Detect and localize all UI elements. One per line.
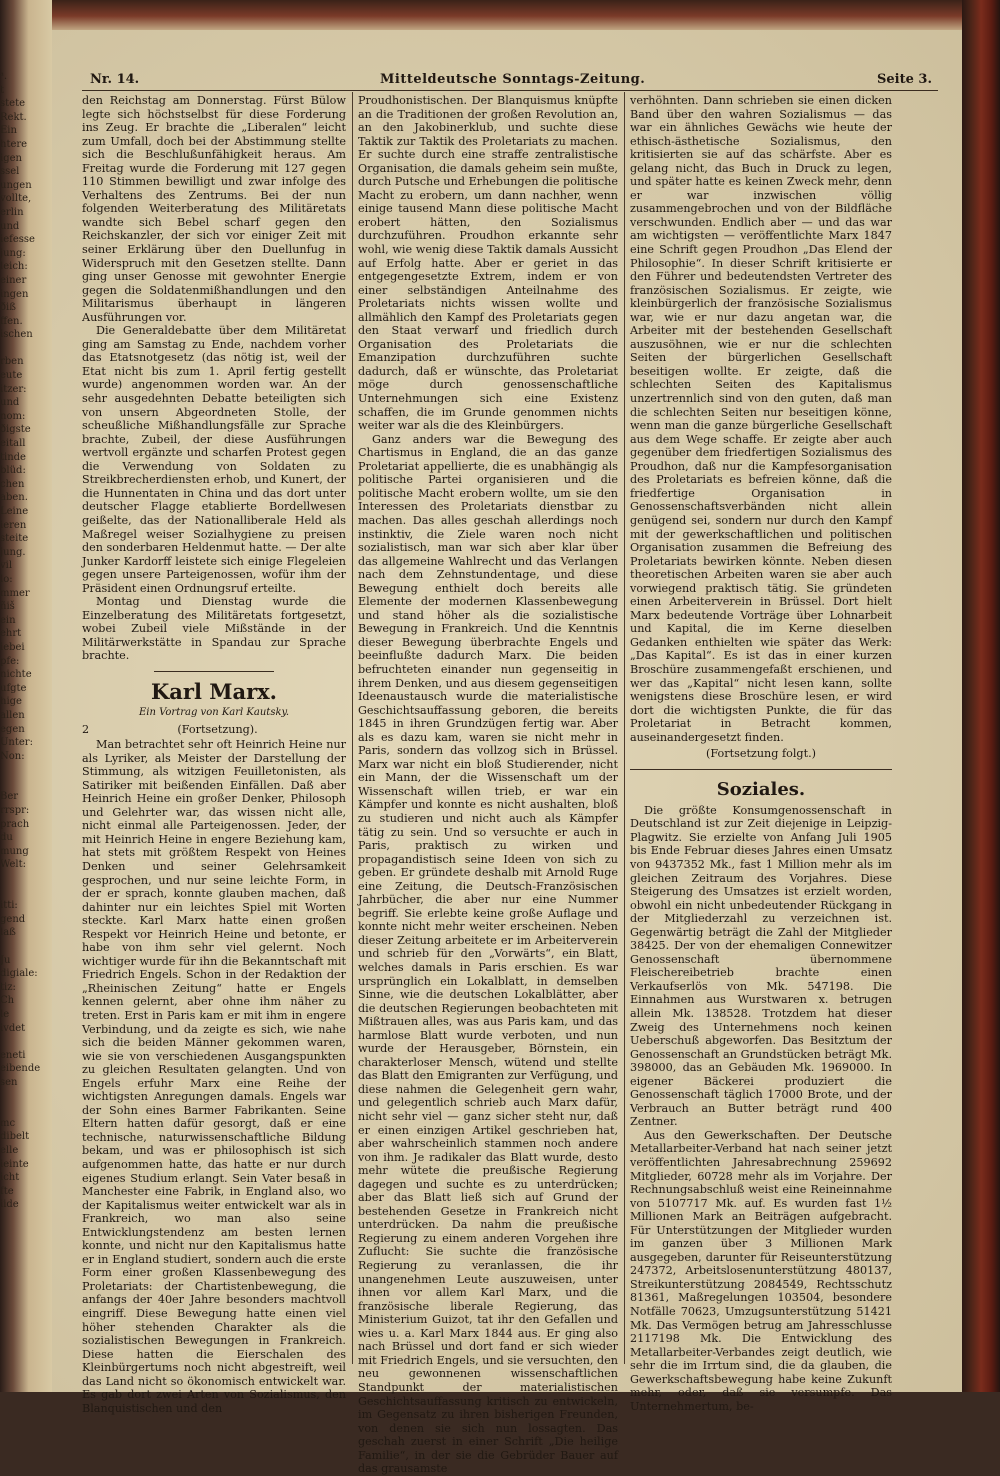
facing-page-fragment: ingen (0, 288, 29, 300)
facing-page-fragment: leich: (0, 261, 28, 273)
facing-page-fragment: Unter: (0, 737, 33, 749)
facing-page-fragment: Ju (0, 954, 11, 966)
column-rule-1 (352, 92, 353, 1364)
article-paragraph: Man betrachtet sehr oft Heinrich Heine nur als Lyriker, als Meister der Darstellung der Stimmung, als witzigen Feuilletonisten, als Satiriker mit beißenden Einfällen. Daß aber Heinrich Heine ein großer Denker, Philosoph und Gelehrter war, das wissen nicht alle, nicht einmal alle Parteigenossen. Jeder, der mit Heinrich Heine in engere Beziehung kam, hat stets mit größtem Respekt von Heines Denken und seiner Gelehrsamkeit gesprochen, und nur seine leichte Form, in der er sprach, konnte glauben machen, daß dahinter nur ein leichtes Spiel mit Worten steckte. Karl Marx hatte einen großen Respekt vor Heinrich Heine und betonte, er habe von ihm sehr viel gelernt. Noch wichtiger wurde für ihn die Bekanntschaft mit Friedrich Engels. Schon in der Redaktion der „Rheinischen Zeitung“ hatte er Engels kennen gelernt, aber ohne ihm näher zu treten. Erst in Paris kam er mit ihm in engere Verbindung, und da zeigte es sich, wie nahe sich die beiden Männer gekommen waren, wie sie von verschiedenen Ausgangspunkten zu gleichen Resultaten gelangten. Und von Engels erfuhr Marx eine Reihe der wichtigsten Anregungen damals. Engels war der Sohn eines Barmer Fabrikanten. Seine Eltern hatten dafür gesorgt, daß er eine technische, naturwissenschaftliche Bildung bekam, und was er philosophisch ist sich aufgenommen hatte, das hatte er nur durch eigenes Studium erlangt. Sein Vater besaß in Manchester eine Fabrik, in England also, wo der Kapitalismus weiter entwickelt war als in Frankreich, wo man also seine Entwicklungstendenz am besten lernen konnte, und nicht nur den Kapitalismus hatte er in England studiert, sondern auch die erste Form einer großen Klassenbewegung des Proletariats: der Chartistenbewegung, die anfangs der 40er Jahre besonders machtvoll eingriff. Diese Bewegung hatte einen viel höher stehenden Charakter als die sozialistischen Bewegungen in Frankreich. Diese hatten die Eierschalen des Kleinbürgertums noch nicht abgestreift, weil das Land nicht so ökonomisch entwickelt war. Es gab dort zwei Arten von Sozialismus, den Blanquistischen und den (82, 738, 346, 1415)
col3-paragraph: verhöhnten. Dann schrieben sie einen dicken Band über den wahren Sozialismus — das war ein ähnliches Gewächs wie heute der ethisch-ästhetische Sozialismus, den kritisierten sie auf das schärfste. Aber es gelang nicht, das Buch in Druck zu legen, und später hatte es keinen Zweck mehr, denn er war inzwischen völlig zusammengebrochen und von der Bildfläche verschwunden. Endlich aber — und das war am wichtigsten — veröffentlichte Marx 1847 eine Schrift gegen Proudhon „Das Elend der Philosophie“. In dieser Schrift kritisierte er den Führer und bedeutendsten Vertreter des französischen Sozialismus. Er zeigte, wie kleinbürgerlich der französische Sozialismus war, wie er nur dazu angetan war, die Arbeiter mit der bestehenden Gesellschaft auszusöhnen, wie er nur die schlechten Seiten der bürgerlichen Gesellschaft beseitigen wollte. Er zeigte, daß die schlechten Seiten des Kapitalismus unzertrennlich sind von den guten, daß man die schlechten Seiten nur beseitigen könne, wenn man die ganze bürgerliche Gesellschaft aus dem Wege schaffe. Er zeigte aber auch gegenüber dem friedfertigen Sozialismus des Proudhon, daß nur die Kampfesorganisation des Proletariats es befreien könne, daß die friedfertige Organisation in Genossenschaftsverbänden nicht allein genügend sei, sondern nur durch den Kampf mit der gewerkschaftlichen und politischen Organisation zusammen die Befreiung des Proletariats bewirken könnte. Neben diesen theoretischen Arbeiten waren sie aber auch vorwiegend praktisch tätig. Sie gründeten einen Arbeiterverein in Brüssel. Dort hielt Marx bedeutende Vorträge über Lohnarbeit und Kapital, die im Kerne dieselben Gedanken enthielten wie später das Werk: „Das Kapital“. Es ist das in einer kurzen Broschüre zusammengefaßt erschienen, und wer das „Kapital“ nicht lesen kann, sollte wenigstens diese Broschüre lesen, er wird dort die wichtigsten Punkte, die für das Proletariat in Betracht kommen, auseinandergesetzt finden. (630, 94, 892, 744)
column-1 (82, 94, 346, 1415)
facing-page-fragment: allen (0, 709, 25, 721)
facing-page-fragment: igen (0, 152, 22, 164)
section-title: Soziales. (716, 778, 806, 800)
facing-page-fragment (0, 342, 48, 356)
continued-note: (Fortsetzung folgt.) (705, 747, 816, 761)
facing-page-fragment: erlin (0, 206, 24, 218)
page-header (80, 72, 942, 92)
facing-page-fragment: Ch (0, 995, 15, 1007)
facing-page-fragment: chen (0, 478, 25, 490)
facing-page-fragment: Ein (0, 125, 17, 137)
column-rule-2 (624, 92, 625, 1364)
facing-page-fragment: und (0, 397, 20, 409)
facing-page-fragment: nom: (0, 410, 26, 422)
facing-page-fragment: ein (0, 614, 16, 626)
facing-page-fragment: icht (0, 1172, 20, 1184)
facing-page-fragment: einer (0, 274, 27, 286)
facing-page-fragment: laß (0, 927, 16, 939)
continued-note: (Fortsetzung). (177, 722, 258, 736)
facing-page-fragment: fte (0, 1185, 14, 1197)
facing-page-fragment: le (0, 1008, 10, 1020)
col1-paragraph: den Reichstag am Donnerstag. Fürst Bülow legte sich höchstselbst für diese Forderung ins Zeug. Er brachte die „Liberalen“ leicht zum Umfall, doch bei der Abstimmung stellte sich die Beschlußunfähigkeit heraus. Am Freitag wurde die Forderung mit 127 gegen 110 Stimmen bewilligt und zwar infolge des Verhaltens des Zentrums. Bei der nun folgenden Weiterberatung des Militäretats wandte sich Bebel scharf gegen den Reichskanzler, der sich vor einiger Zeit mit seiner Erklärung über den Duellunfug in Widerspruch mit den Gesetzen stellte. Dann ging unser Genosse mit gewohnter Energie gegen die Soldatenmißhandlungen und den Militarismus überhaupt in längeren Ausführungen vor. (82, 94, 346, 324)
newspaper-title: Mitteldeutsche Sonntags-Zeitung. (380, 72, 646, 87)
facing-page-fragment: iefesse (0, 234, 35, 246)
facing-page-fragment: Ber (0, 791, 19, 803)
facing-page-fragment: ieinte (0, 1158, 29, 1170)
facing-page-fragment: prach (0, 818, 30, 830)
facing-page-fragment: ivdet (0, 1022, 26, 1034)
facing-page-fragment: lo: (0, 573, 13, 585)
facing-page-fragment: sen (0, 1076, 18, 1088)
column-3 (630, 94, 892, 1413)
facing-page-fragment: blüd: (0, 465, 26, 477)
article-continuation-row (82, 723, 346, 737)
facing-page-fragment: tiz: (0, 981, 16, 993)
facing-page-fragment: jung: (0, 247, 26, 259)
facing-page-fragment (0, 1035, 48, 1049)
section-divider (630, 769, 892, 770)
facing-page-fragment: ungen (0, 179, 32, 191)
facing-page-fragment: ischen (0, 329, 33, 341)
part-number: 2 (82, 722, 90, 736)
facing-page-fragment: rrspr: (0, 805, 30, 817)
facing-page-fragment: Leine (0, 506, 29, 517)
facing-page-fragment: ssel (0, 166, 20, 178)
facing-page-fragment: Non: (0, 750, 25, 762)
facing-page-fragment: Rekt. (0, 111, 27, 123)
facing-page-fragment: dibelt (0, 1131, 30, 1143)
col2-paragraph: Ganz anders war die Bewegung des Chartismus in England, die an das ganze Proletariat appellierte, die es unabhängig als politische Partei organisieren und die politische Macht erobern wollte, um sie den Interessen des Proletariats dienstbar zu machen. Das alles geschah allerdings noch instinktiv, die Ziele waren noch nicht sozialistisch, man war sich aber klar über das allgemeine Wahlrecht und das Verlangen nach dem Zehnstundentage, und diese Bewegung enthielt doch bereits alle Elemente der modernen Klassenbewegung und stand höher als die sozialistische Bewegung in Frankreich. Und die Kenntnis dieser Bewegung überbrachte Engels und beeinflußte dadurch Marx. Die beiden befruchteten einander nun gegenseitig in ihrem Denken, und aus diesem gegenseitigen Ideenaustausch wurde die materialistische Geschichtsauffassung geboren, die bereits 1845 in ihren Grundzügen fertig war. Aber als es dazu kam, waren sie nicht mehr in Paris, sondern das vollzog sich in Brüssel. Marx war nicht ein bloß Studierender, nicht ein Mann, der die Wissenschaft um der Wissenschaft willen trieb, er war ein Kämpfer und konnte es nicht aushalten, bloß zu studieren und nicht auch als Kämpfer tätig zu sein. Und so versuchte er auch in Paris, praktisch zu wirken und propagandistisch seine Ideen von sich zu geben. Er gründete deshalb mit Arnold Ruge eine Zeitung, die Deutsch-Französischen Jahrbücher, die aber nur eine Nummer begriff. Sie erlebte keine große Auflage und konnte nicht mehr weiter erscheinen. Neben dieser Zeitung arbeitete er im Arbeiterverein und schrieb für den „Vorwärts“, ein Blatt, welches damals in Paris erschien. Es war ursprünglich ein Lokalblatt, in demselben Sinne, wie die deutschen Lokalblätter, aber die deutschen Regierungen beobachteten mit Mißtrauen alles, was aus Paris kam, und das harmlose Blatt wurde verboten, und nun wurde der Herausgeber, Börnstein, ein charakterloser Mensch, wütend und stellte das Blatt den Emigranten zur Verfügung, und diese nahmen die Gelegenheit gern wahr, und gelegentlich schrieb auch Marx dafür, nicht sehr viel — ganz sicher steht nur, daß er einen einzigen Artikel geschrieben hat, aber wahrscheinlich stammen noch andere von ihm. Je radikaler das Blatt wurde, desto mehr wütete die preußische Regierung dagegen und suchte es zu unterdrücken; aber das Blatt ließ sich auf Grund der bestehenden Gesetze in Frankreich nicht unterdrücken. Da nahm die preußische Regierung zu einem anderen Vorgehen ihre Zuflucht: Sie suchte die französische Regierung zu veranlassen, die ihr unangenehmen Leute auszuweisen, unter ihnen vor allem Karl Marx, und die französische liberale Regierung, das Ministerium Guizot, tat ihr den Gefallen und wies u. a. Karl Marx 1844 aus. Er ging also nach Brüssel und dort fand er sich wieder mit Friedrich Engels, und sie versuchten, den neu gewonnenen wissenschaftlichen Standpunkt der materialistischen Geschichtsauffassung kritisch zu entwickeln, im Gegensatz zu ihren bisherigen Freunden, von denen sie sich nun lossagten. Das geschah zuerst in einer Schrift „Die heilige Familie“, in der sie die Gebrüder Bauer auf das grausamste (358, 432, 619, 1476)
facing-page-fragment: egen (0, 723, 25, 735)
facing-page-fragment: eitall (0, 438, 26, 450)
facing-page-fragment (0, 777, 48, 791)
facing-page-fragments (0, 70, 48, 1370)
book-top-edge (52, 0, 962, 32)
facing-page-fragment: jung. (0, 546, 26, 558)
facing-page-fragment: eibende (0, 1063, 41, 1075)
facing-page-fragment: iide (0, 1199, 19, 1211)
facing-page-fragment: ñiš (0, 601, 15, 613)
article-title: Karl Marx. (151, 678, 277, 704)
facing-page-fragment: du (0, 832, 13, 844)
facing-page-fragment: nichte (0, 669, 32, 681)
social-paragraph: Die größte Konsumgenossenschaft in Deutschland ist zur Zeit diejenige in Leipzig-Plagwitz. Sie erzielte von Anfang Juli 1905 bis Ende Februar dieses Jahres einen Umsatz von 9437352 Mk., fast 1 Million mehr als im gleichen Zeitraum des Vorjahres. Diese Steigerung des Umsatzes ist erzielt worden, obwohl ein nicht unbedeutender Rückgang in der Mitgliederzahl zu verzeichnen ist. Gegenwärtig beträgt die Zahl der Mitglieder 38425. Der von der ehemaligen Connewitzer Genossenschaft übernommene Fleischereibetrieb brachte einen Verkaufserlös von Mk. 547198. Die Einnahmen aus Wurstwaren x. betrugen allein Mk. 138528. Trotzdem hat dieser Zweig des Unternehmens noch keinen Ueberschuß abgeworfen. Das Besitztum der Genossenschaft an Grundstücken beträgt Mk. 398000, das an Gebäuden Mk. 1969000. In eigener Bäckerei produziert die Genossenschaft täglich 17000 Brote, und der Verbrauch an Butter beträgt rund 400 Zentner. (630, 803, 892, 1129)
facing-page-fragment (0, 1090, 48, 1104)
col1-paragraph: Die Generaldebatte über dem Militäretat ging am Samstag zu Ende, nachdem vorher das Etatsnotgesetz (das nötig ist, weil der Etat nicht bis zum 1. April fertig gestellt wurde) angenommen worden war. An der sehr ausgedehnten Debatte beteiligten sich von unsern Abgeordneten Stolle, der scheußliche Mißhandlungsfälle zur Sprache brachte, Zubeil, der diese Ausführungen wertvoll ergänzte und scharfen Protest gegen die Verwendung von Soldaten zu Streikbrecherdiensten erhob, und Kunert, der die Hunnentaten in China und das dort unter deutscher Flagge etablierte Bordellwesen geißelte, das der Nationalliberale Held als Maßregel weiser Sozialhygiene zu preisen den sonderbaren Heldenmut hatte. — Der alte Junker Kardorff leistete sich einige Flegeleien gegen unsere Parteigenossen, wofür ihm der Präsident einen Ordnungsruf erteilte. (82, 324, 346, 595)
facing-page-fragment: stete (0, 98, 26, 110)
facing-page-fragment: iebei (0, 641, 25, 653)
facing-page-fragment: ieren (0, 519, 27, 531)
facing-page-fragment: elle (0, 1144, 19, 1156)
facing-page-fragment: und (0, 220, 20, 232)
article-subtitle: Ein Vortrag von Karl Kautsky. (138, 706, 290, 718)
facing-page-fragment: digiale: (0, 968, 38, 980)
facing-page-fragment: tinde (0, 451, 26, 463)
facing-page-fragment: steite (0, 533, 29, 545)
book-cover-edge (958, 0, 1000, 1392)
facing-page-fragment: mung (0, 845, 29, 857)
facing-page-fragment: ehrt (0, 628, 22, 640)
social-paragraph: Aus den Gewerkschaften. Der Deutsche Metallarbeiter-Verband hat nach seiner jetzt veröffentlichten Jahresabrechnung 259692 Mitglieder, 60728 mehr als im Vorjahre. Der Rechnungsabschluß weist eine Reineinnahme von 5107717 Mk. auf. Es wurden fast 1½ Millionen Mark an Beiträgen aufgebracht. Für Unterstützungen der Mitglieder wurden im ganzen über 3 Millionen Mark ausgegeben, darunter für Reiseunterstützung 247372, Arbeitslosenunterstützung 480137, Streikunterstützung 2084549, Rechtsschutz 81361, Maßregelungen 103504, besondere Notfälle 70623, Umzugsunterstützung 51421 Mk. Das Vermögen betrug am Jahresschlusse 2117198 Mk. Die Entwicklung des Metallarbeiter-Verbandes zeigt deutlich, wie sehr die im Irrtum sind, die da glauben, die Gewerkschaftsbewegung habe keine Zukunft mehr, oder, daß sie versumpfe. Das Unternehmertum, be- (630, 1128, 892, 1413)
facing-page-fragment: t (0, 84, 5, 96)
page-number: Seite 3. (877, 72, 932, 87)
facing-page-fragment: pfe: (0, 655, 20, 667)
header-rule (82, 90, 938, 91)
section-divider (154, 671, 274, 672)
facing-page-fragment (0, 940, 48, 954)
facing-page-fragment: ffen. (0, 315, 23, 327)
col1-paragraph: Montag und Dienstag wurde die Einzelberatung des Militäretats fortgesetzt, wobei Zubeil viele Mißstände in der Militärwerkstätte in Spandau zur Sprache brachte. (82, 595, 346, 663)
facing-page-fragment: mc (0, 1117, 16, 1129)
facing-page-fragment (0, 763, 48, 777)
issue-number: Nr. 14. (90, 72, 140, 87)
facing-page-fragment: ðiß (0, 302, 16, 314)
facing-page-fragment: htere (0, 138, 28, 150)
column-2 (358, 94, 619, 1476)
facing-page-fragment (0, 872, 48, 886)
facing-page-fragment: ufgte (0, 682, 27, 694)
facing-page-fragment: aben. (0, 492, 28, 504)
facing-page-fragment: eneti (0, 1049, 26, 1061)
facing-page-fragment: hige (0, 696, 22, 708)
facing-page-fragment: vil (0, 560, 13, 572)
facing-page-fragment: mmer (0, 587, 30, 599)
facing-page-fragment (0, 886, 48, 900)
facing-page-fragment: itzer: (0, 383, 27, 395)
facing-page-fragment: itti: (0, 900, 18, 912)
facing-page-fragment: vollte, (0, 193, 32, 205)
newspaper-page (52, 30, 962, 1476)
facing-page-fragment: rben (0, 356, 24, 368)
facing-page-fragment: ᵃ. (0, 71, 8, 82)
facing-page-fragment: ðigste (0, 424, 31, 436)
facing-page-fragment (0, 1103, 48, 1117)
facing-page-fragment: Welt: (0, 859, 26, 871)
facing-page-fragment: gend (0, 913, 26, 925)
col2-paragraph: Proudhonistischen. Der Blanquismus knüpfte an die Traditionen der großen Revolution an, an den Jakobinerklub, und suchte diese Taktik zur Taktik des Proletariats zu machen. Er suchte durch eine straffe zentralistische Organisation, die damals geheim sein mußte, durch Putsche und Erhebungen die politische Macht zu erobern, um dann nachher, wenn einige tausend Mann diese politische Macht erobert hätten, den Sozialismus durchzuführen. Proudhon erkannte sehr wohl, wie wenig diese Taktik damals Aussicht auf Erfolg hatte. Aber er geriet in das entgegengesetzte Extrem, indem er von einer selbständigen Anteilnahme des Proletariats nichts wissen wollte und allmählich den Kampf des Proletariats gegen den Staat verwarf und friedlich durch Organisation des Proletariats die Emanzipation durchzuführen suchte dadurch, daß er wünschte, das Proletariat möge durch genossenschaftliche Unternehmungen sich eine Existenz schaffen, die im Grunde genommen nichts weiter war als die des Kleinbürgers. (358, 94, 618, 433)
facing-page-fragment: eute (0, 370, 23, 382)
